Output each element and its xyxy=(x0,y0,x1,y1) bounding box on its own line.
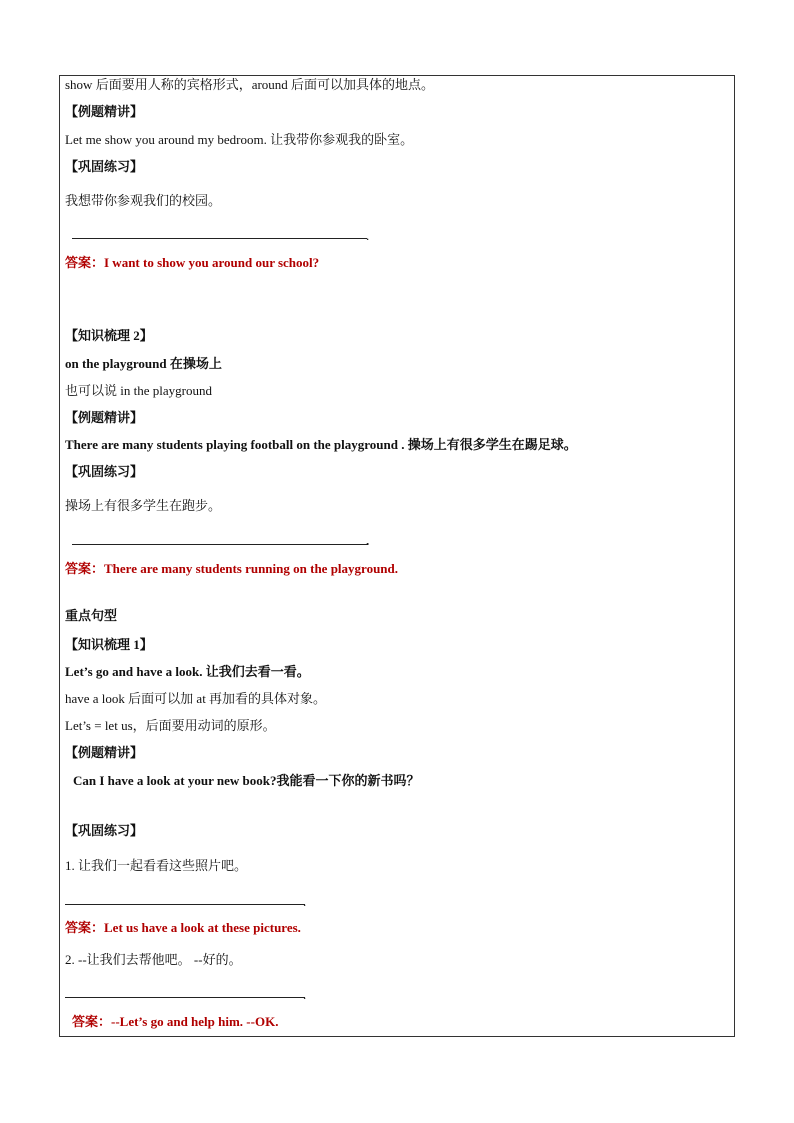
practice-question-2: 2. --让我们去帮他吧。 --好的。 xyxy=(65,952,242,967)
content-table-frame xyxy=(59,75,735,1037)
section-heading-practice: 【巩固练习】 xyxy=(65,464,144,479)
answer-blank-line[interactable] xyxy=(72,238,367,239)
blank-period: . xyxy=(366,228,370,243)
key-sentence: Let’s go and have a look. 让我们去看一看。 xyxy=(65,664,310,679)
answer-blank-line[interactable] xyxy=(65,904,305,905)
note-have-a-look: have a look 后面可以加 at 再加看的具体对象。 xyxy=(65,691,327,706)
answer-text: 答案：There are many students running on the playground. xyxy=(65,561,399,576)
section-heading-key-sentences: 重点句型 xyxy=(65,608,118,623)
blank-period: . xyxy=(303,894,307,909)
note-alternative: 也可以说 in the playground xyxy=(65,383,212,398)
answer-text: 答案：I want to show you around our school? xyxy=(65,255,320,270)
practice-question: 我想带你参观我们的校园。 xyxy=(65,193,222,208)
answer-text-2: 答案：--Let’s go and help him. --OK. xyxy=(72,1014,279,1029)
blank-period: . xyxy=(303,987,307,1002)
answer-text-1: 答案：Let us have a look at these pictures. xyxy=(65,920,301,935)
section-heading-example: 【例题精讲】 xyxy=(65,410,144,425)
section-heading-example: 【例题精讲】 xyxy=(65,745,144,760)
note-lets: Let’s = let us，后面要用动词的原形。 xyxy=(65,718,276,733)
note-show-usage: show 后面要用人称的宾格形式，around 后面可以加具体的地点。 xyxy=(65,77,435,92)
section-heading-example: 【例题精讲】 xyxy=(65,104,144,119)
key-phrase: on the playground 在操场上 xyxy=(65,356,222,371)
answer-blank-line[interactable] xyxy=(72,544,367,545)
section-heading-practice: 【巩固练习】 xyxy=(65,159,144,174)
section-heading-knowledge-1: 【知识梳理 1】 xyxy=(65,637,153,652)
answer-blank-line[interactable] xyxy=(65,997,305,998)
example-sentence: Let me show you around my bedroom. 让我带你参观我的卧室。 xyxy=(65,132,414,147)
blank-period: . xyxy=(366,533,370,548)
example-sentence: There are many students playing football on the playground . 操场上有很多学生在踢足球。 xyxy=(65,437,577,452)
example-sentence: Can I have a look at your new book?我能看一下你的新书吗？ xyxy=(73,773,420,788)
section-heading-practice: 【巩固练习】 xyxy=(65,823,144,838)
practice-question: 操场上有很多学生在跑步。 xyxy=(65,498,222,513)
practice-question-1: 1. 让我们一起看看这些照片吧。 xyxy=(65,858,248,873)
section-heading-knowledge-2: 【知识梳理 2】 xyxy=(65,328,153,343)
